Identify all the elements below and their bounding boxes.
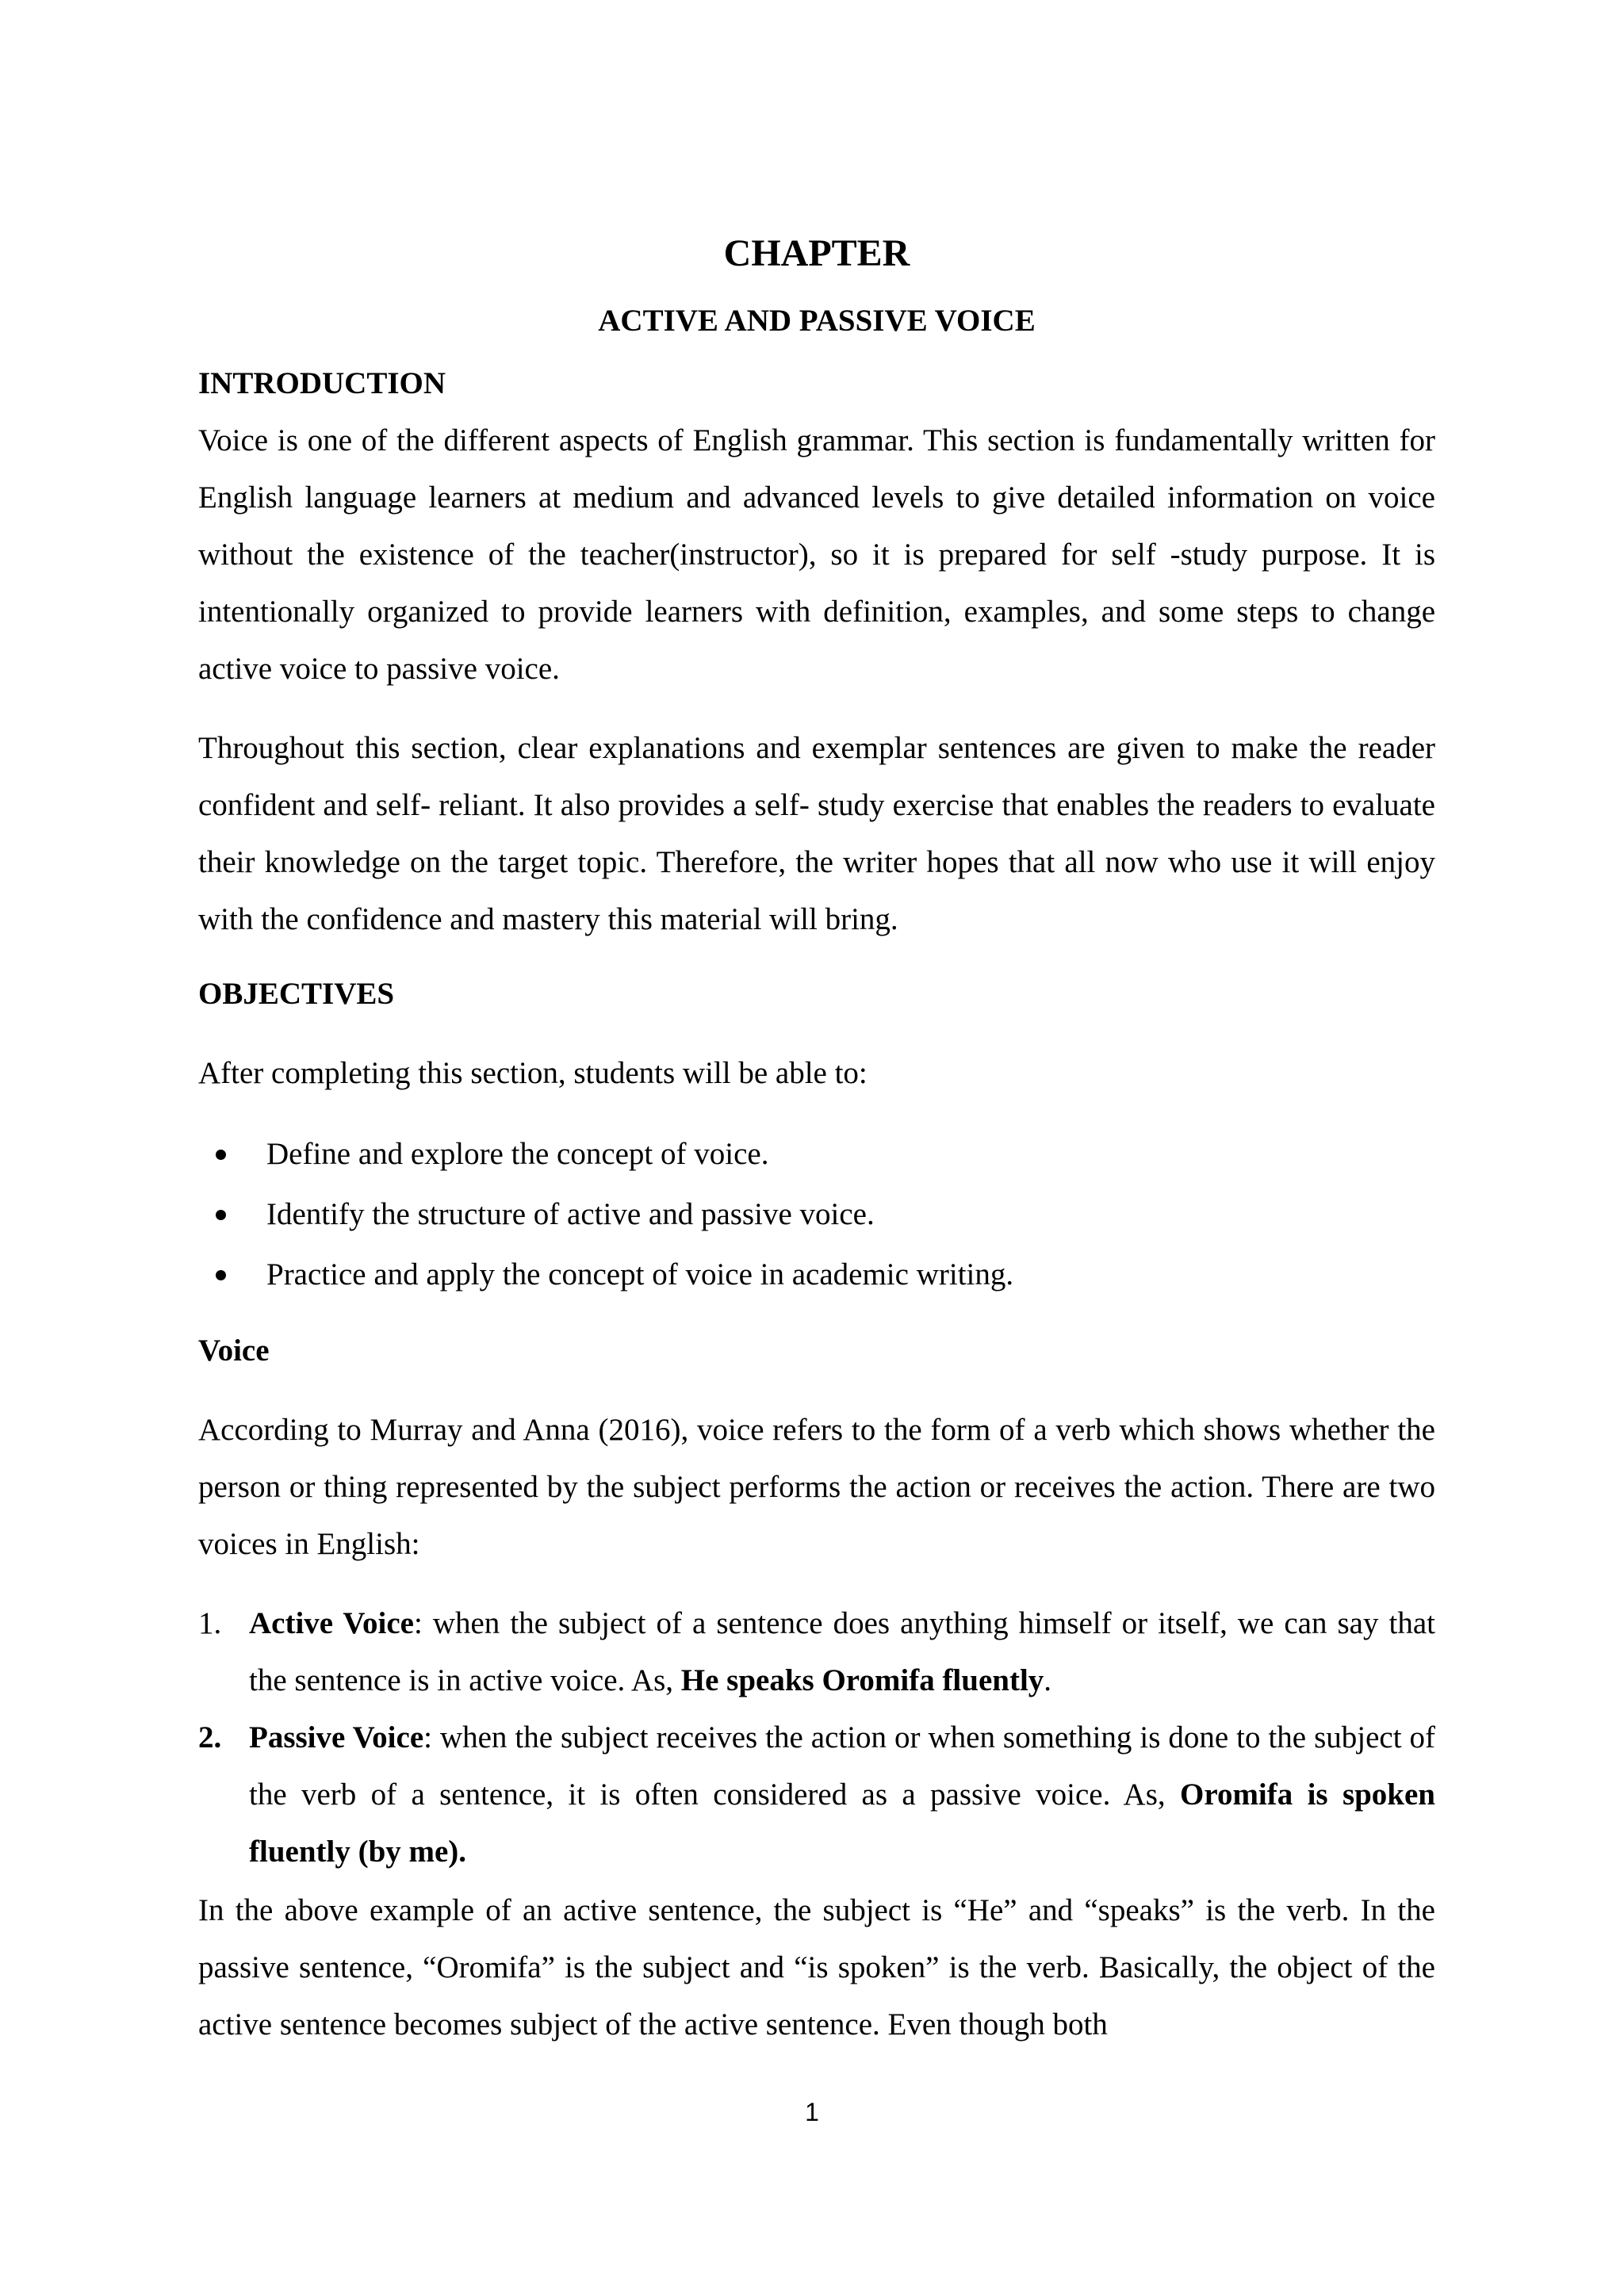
bullet-icon <box>216 1210 226 1220</box>
list-item <box>198 1124 1435 1184</box>
introduction-paragraph-1: Voice is one of the different aspects of English grammar. This section is fundamentally written for English language learners at medium and advanced levels to give detailed information on voice without the existence of the teacher(instructor), so it is prepared for self -study purpose. It is intentionally organized to provide learners with definition, examples, and some steps to change active voice to passive voice. <box>198 423 1435 686</box>
bullet-icon <box>216 1150 226 1160</box>
objective-text: Identify the structure of active and passive voice. <box>266 1197 875 1231</box>
list-item <box>198 1709 1435 1881</box>
voice-type-text: : when the subject receives the action or when something is done to the subject of the verb of a sentence, it is often considered as a passive voice. As, <box>249 1720 1435 1812</box>
chapter-subtitle: ACTIVE AND PASSIVE VOICE <box>598 304 1036 338</box>
objective-text: Define and explore the concept of voice. <box>266 1137 769 1171</box>
voice-heading: Voice <box>198 1334 270 1368</box>
voice-type-example: He speaks Oromifa fluently <box>680 1663 1044 1697</box>
list-number: 1. <box>198 1606 222 1640</box>
list-item <box>198 1245 1435 1305</box>
voice-type-text: : when the subject of a sentence does anything himself or itself, we can say that the sentence is in active voice. As, <box>249 1606 1435 1697</box>
list-item <box>198 1184 1435 1245</box>
objectives-heading: OBJECTIVES <box>198 977 395 1011</box>
chapter-title: CHAPTER <box>723 232 910 274</box>
voice-explanation: In the above example of an active sentence, the subject is “He” and “speaks” is the verb. In the passive sentence, “Oromifa” is the subject and “is spoken” is the verb. Basically, the object of the active sentence becomes subject of the active sentence. Even though both <box>198 1893 1435 2042</box>
list-number: 2. <box>198 1720 222 1755</box>
voice-types-list <box>198 1595 1435 1881</box>
list-item <box>198 1595 1435 1709</box>
voice-type-example: Oromifa is spoken fluently (by me). <box>249 1777 1435 1869</box>
voice-type-term: Active Voice <box>249 1606 414 1640</box>
voice-type-term: Passive Voice <box>249 1720 424 1755</box>
objectives-intro: After completing this section, students will be able to: <box>198 1056 868 1090</box>
introduction-paragraph-2: Throughout this section, clear explanations and exemplar sentences are given to make the reader confident and self- reliant. It also provides a self- study exercise that enables the readers to evaluate their knowledge on the target topic. Therefore, the writer hopes that all now who use it will enjoy with the confidence and mastery this material will bring. <box>198 731 1435 936</box>
voice-type-tail: . <box>1044 1663 1052 1697</box>
objectives-list <box>198 1124 1435 1305</box>
bullet-icon <box>216 1270 226 1280</box>
objective-text: Practice and apply the concept of voice in academic writing. <box>266 1257 1014 1292</box>
introduction-heading: INTRODUCTION <box>198 366 446 400</box>
page-number: 1 <box>805 2098 819 2126</box>
voice-definition: According to Murray and Anna (2016), voice refers to the form of a verb which shows whether the person or thing represented by the subject performs the action or receives the action. There are two voices in English: <box>198 1413 1435 1561</box>
